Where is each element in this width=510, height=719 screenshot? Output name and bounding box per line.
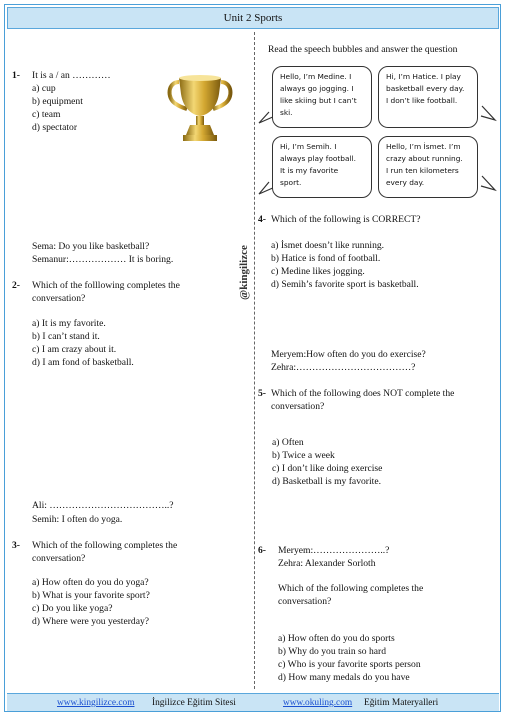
option: b) Hatice is fond of football. xyxy=(271,253,381,264)
question-stem: Which of the following completes the xyxy=(32,540,178,551)
footer-text: Eğitim Materyalleri xyxy=(364,698,439,708)
bubble-line: always go jogging. I xyxy=(280,84,354,93)
option: c) Do you like yoga? xyxy=(32,603,113,614)
bubble-line: every day. xyxy=(386,178,425,187)
option: c) I am crazy about it. xyxy=(32,344,117,355)
question-number: 4- xyxy=(258,214,266,225)
question-number: 3- xyxy=(12,540,20,551)
option: a) Often xyxy=(272,437,304,448)
dialog-line: Meryem:How often do you do exercise? xyxy=(271,349,426,360)
option: c) I don’t like doing exercise xyxy=(272,463,383,474)
dialog-line: Semanur:……………… It is boring. xyxy=(32,254,174,265)
option: c) team xyxy=(32,109,61,120)
option: d) How many medals do you have xyxy=(278,672,410,683)
option: d) I am fond of basketball. xyxy=(32,357,134,368)
question-stem: It is a / an ………… xyxy=(32,70,111,81)
option: b) What is your favorite sport? xyxy=(32,590,150,601)
dialog-line: Semih: I often do yoga. xyxy=(32,514,123,525)
footer-link-okuling[interactable]: www.okuling.com xyxy=(283,698,353,708)
question-stem: Which of the folllowing completes the xyxy=(32,280,180,291)
footer xyxy=(7,693,499,711)
bubble-line: sport. xyxy=(280,178,302,187)
bubble-line: Hello, I’m İsmet. I’m xyxy=(386,142,461,151)
option: d) Semih’s favorite sport is basketball. xyxy=(271,279,419,290)
speech-bubble-ismet xyxy=(378,136,478,198)
footer-text: İngilizce Eğitim Sitesi xyxy=(152,698,236,708)
trophy-icon xyxy=(162,72,238,148)
question-stem: Which of the following does NOT complete the xyxy=(271,388,455,399)
page-title: Unit 2 Sports xyxy=(7,7,499,29)
option: a) İsmet doesn’t like running. xyxy=(271,240,385,251)
option: b) Why do you train so hard xyxy=(278,646,386,657)
option: b) equipment xyxy=(32,96,83,107)
option: c) Medine likes jogging. xyxy=(271,266,365,277)
question-stem: conversation? xyxy=(271,401,325,412)
bubble-line: I don’t like football. xyxy=(386,96,458,105)
speech-bubble-medine xyxy=(272,66,372,128)
bubble-line: crazy about running. xyxy=(386,154,463,163)
dialog-line: Sema: Do you like basketball? xyxy=(32,241,150,252)
option: b) Twice a week xyxy=(272,450,335,461)
bubble-line: I run ten kilometers xyxy=(386,166,459,175)
option: a) It is my favorite. xyxy=(32,318,106,329)
question-stem: conversation? xyxy=(32,293,86,304)
bubble-line: Hello, I’m Medine. I xyxy=(280,72,352,81)
instruction-text: Read the speech bubbles and answer the question xyxy=(268,44,458,55)
option: a) How often do you do sports xyxy=(278,633,395,644)
bubble-line: Hi, I’m Semih. I xyxy=(280,142,337,151)
question-stem: conversation? xyxy=(278,596,332,607)
dialog-line: Zehra: Alexander Sorloth xyxy=(278,558,376,569)
dialog-line: Zehra:………………………………? xyxy=(271,362,416,373)
question-number: 6- xyxy=(258,545,266,556)
question-number: 5- xyxy=(258,388,266,399)
option: d) Basketball is my favorite. xyxy=(272,476,381,487)
bubble-line: ski. xyxy=(280,108,293,117)
option: d) spectator xyxy=(32,122,78,133)
question-number: 1- xyxy=(12,70,20,81)
footer-link-kingilizce[interactable]: www.kingilizce.com xyxy=(57,698,135,708)
question-stem: Which of the following completes the xyxy=(278,583,424,594)
question-stem: conversation? xyxy=(32,553,86,564)
option: c) Who is your favorite sports person xyxy=(278,659,421,670)
option: b) I can’t stand it. xyxy=(32,331,100,342)
watermark: @kingilizce xyxy=(238,245,250,300)
question-number: 2- xyxy=(12,280,20,291)
speech-bubble-hatice xyxy=(378,66,478,128)
bubble-line: always play football. xyxy=(280,154,356,163)
bubble-line: basketball every day. xyxy=(386,84,465,93)
dialog-line: Meryem:…………………..? xyxy=(278,545,390,556)
bubble-line: It is my favorite xyxy=(280,166,339,175)
option: a) cup xyxy=(32,83,56,94)
bubble-line: like skiing but I can’t xyxy=(280,96,357,105)
speech-bubble-semih xyxy=(272,136,372,198)
option: a) How often do you do yoga? xyxy=(32,577,149,588)
option: d) Where were you yesterday? xyxy=(32,616,150,627)
bubble-line: Hi, I’m Hatice. I play xyxy=(386,72,461,81)
dialog-line: Ali: ………………………………..? xyxy=(32,500,174,511)
question-stem: Which of the following is CORRECT? xyxy=(271,214,421,225)
